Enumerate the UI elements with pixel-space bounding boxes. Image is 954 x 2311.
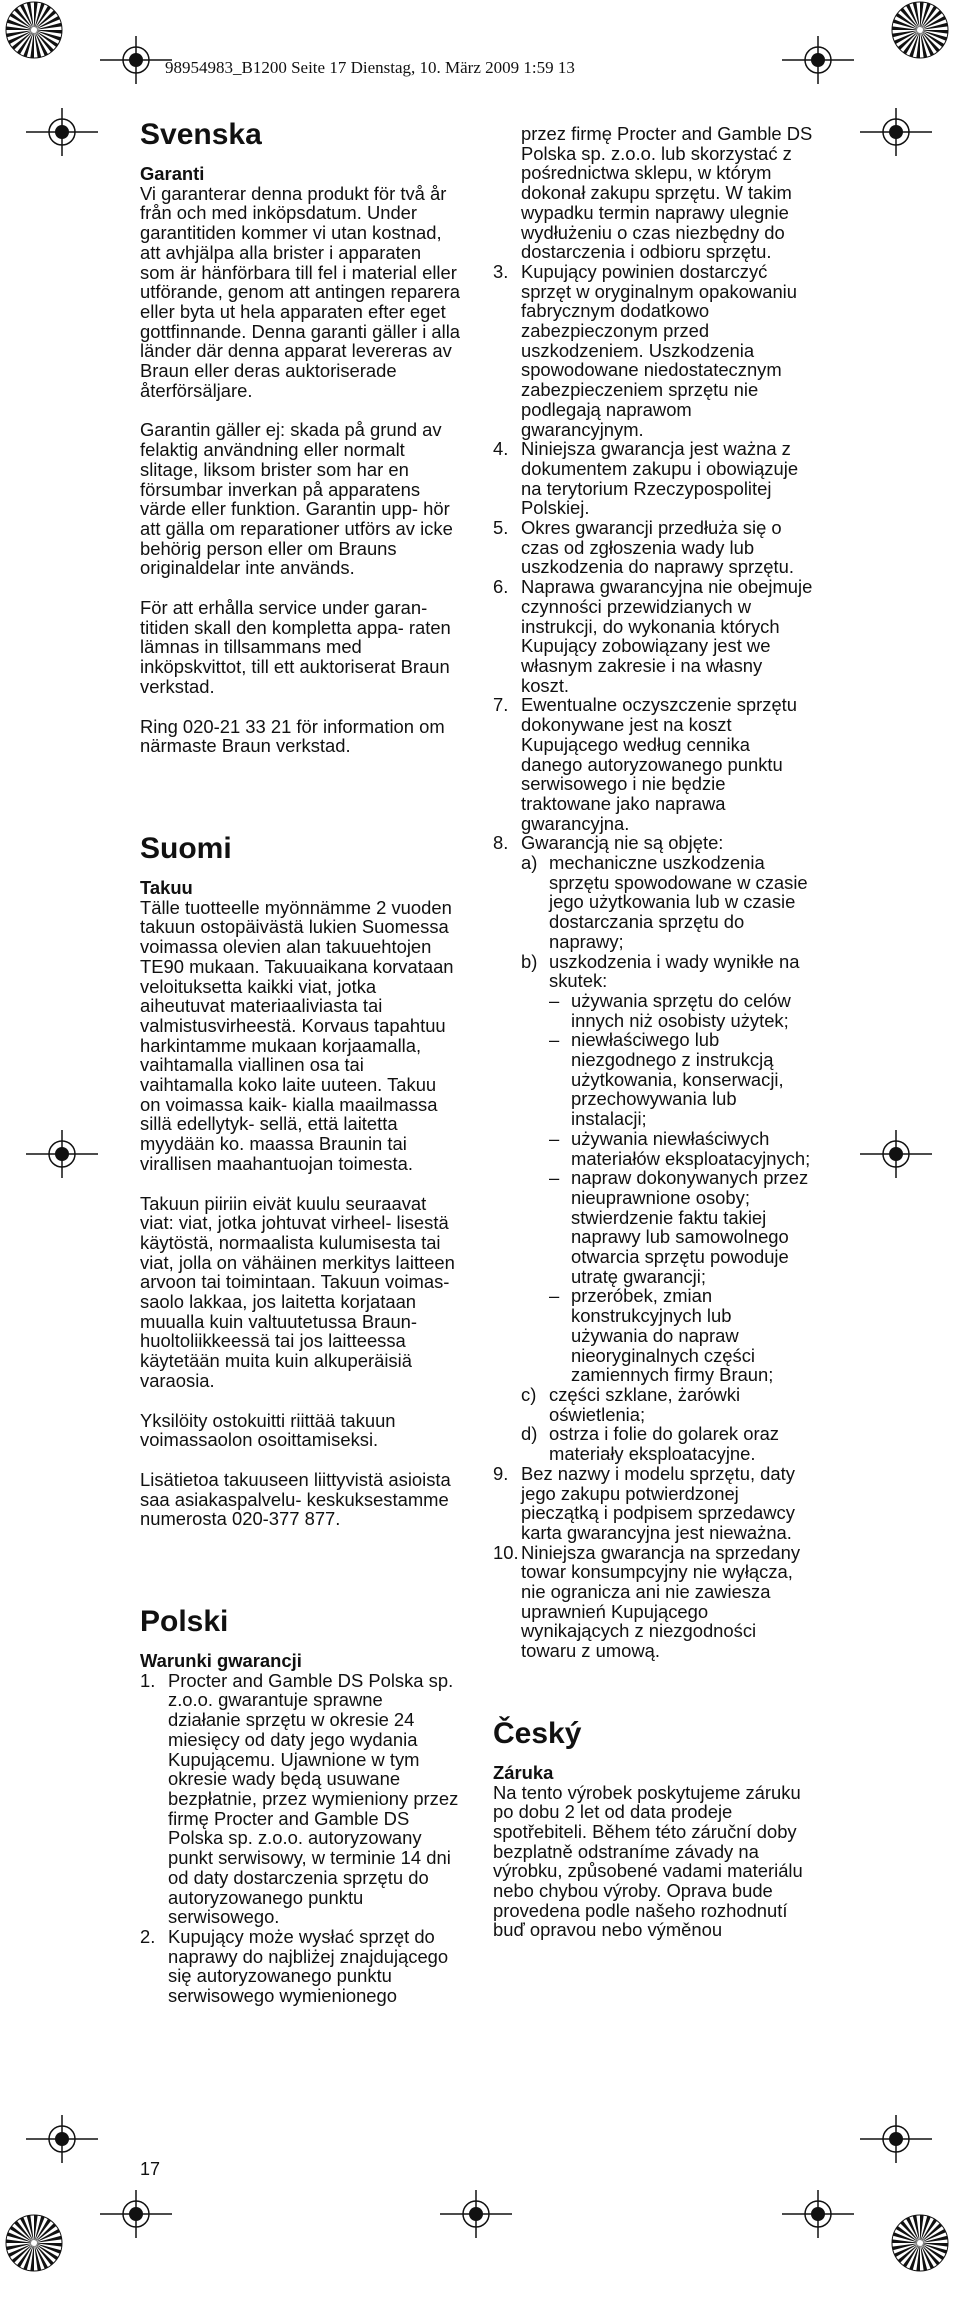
list-item [493, 1464, 813, 1543]
list-text: Niniejsza gwarancja jest ważna z dokumentem zakupu i obowiązuje na terytorium Rzeczypospolitej Polskiej. [521, 438, 799, 519]
sub-item-text: uszkodzenia i wady wynikłe na skutek: [549, 950, 800, 992]
registration-mark-bottom-left [100, 2190, 172, 2238]
list-item [493, 695, 813, 833]
section-subtitle: Takuu [140, 876, 193, 898]
list-text: Naprawa gwarancyjna nie obejmuje czynności przewidzianych w instrukcji, do wykonania których Kupujący zobowiązany jest we własnym zakresie i na własny koszt. [521, 576, 813, 696]
dash-item [549, 991, 813, 1030]
dash-item [549, 1168, 813, 1286]
section-svenska [140, 118, 460, 756]
page-number: 17 [140, 2159, 161, 2179]
sub-item-text: ostrza i folie do golarek oraz materiały eksploatacyjne. [549, 1423, 779, 1465]
sub-item-letter: a) [521, 852, 538, 874]
list-item [493, 1543, 813, 1661]
list-item [493, 833, 813, 1464]
sub-item [521, 853, 813, 952]
starburst-mark-top-left [4, 0, 64, 60]
dash-item-text: niewłaściwego lub niezgodnego z instrukcją użytkowania, konserwacji, przechowywania lub instalacji; [571, 1029, 784, 1130]
paragraph: Yksilöity ostokuitti riittää takuun voimassaolon osoittamiseksi. [140, 1409, 396, 1451]
section-subtitle: Záruka [493, 1761, 554, 1783]
list-text: Gwarancją nie są objęte: [521, 832, 724, 854]
list-text: Okres gwarancji przedłuża się o czas od zgłoszenia wady lub uszkodzenia do naprawy sprzętu. [521, 517, 794, 578]
section-subtitle: Warunki gwarancji [140, 1650, 302, 1672]
sub-item-text: części szklane, żarówki oświetlenia; [549, 1384, 741, 1425]
dash-item-text: używania sprzętu do celów innych niż osobisty użytek; [571, 989, 791, 1031]
registration-mark-top-left [100, 36, 172, 84]
sub-item-letter: b) [521, 950, 538, 972]
list-text: przez firmę Procter and Gamble DS Polska sp. z.o.o. lub skorzystać z pośrednictwa sklepu, w którym dokonał zakupu sprzętu. W takim wypadku termin naprawy ulegnie wydłużeniu o czas niezbędny do dostarczenia i odbioru sprzętu. [521, 123, 813, 263]
paragraph: Vi garanterar denna produkt för två år från och med inköpsdatum. Under garantitiden kommer vi utan kostnad, att avhjälpa alla brister i apparaten som är hänförbara till fel i material eller utförande, genom att antingen reparera eller byta ut hela apparaten efter eget gottfinnande. Denna garanti gäller i alla länder där denna apparat levereras av Braun eller deras auktoriserade återförsäljare. [140, 182, 461, 401]
section-polski [140, 1605, 460, 2006]
sub-item [521, 952, 813, 1385]
starburst-mark-top-right [890, 0, 950, 60]
list-text: Ewentualne oczyszczenie sprzętu dokonywane jest na koszt Kupującego według cennika danego autoryzowanego punktu serwisowego i nie będzie traktowane jako naprawa gwarancyjna. [521, 694, 798, 834]
paragraph: Na tento výrobek poskytujeme záruku po dobu 2 let od data prodeje spotřebiteli. Během této záruční doby bezplatně odstraníme závady na výrobku, způsobené vadami materiálu nebo chybou výroby. Oprava bude provedena podle našeho rozhodnutí buď opravou nebo výměnou [493, 1781, 803, 1941]
list-number: 6. [493, 576, 509, 598]
sub-item-letter: d) [521, 1423, 538, 1445]
registration-mark-left-upper [26, 108, 98, 156]
sub-item-text: mechaniczne uszkodzenia sprzętu spowodowane w czasie jego użytkowania lub w czasie dostarczania sprzętu do naprawy; [549, 852, 808, 952]
list-number: 4. [493, 438, 509, 460]
paragraph: Ring 020-21 33 21 för information om närmaste Braun verkstad. [140, 715, 445, 757]
list-item-continued [493, 124, 813, 262]
starburst-mark-bottom-left [4, 2213, 64, 2273]
registration-mark-bottom-right [782, 2190, 854, 2238]
dash-item [549, 1030, 813, 1129]
list-text: Kupujący powinien dostarczyć sprzęt w oryginalnym opakowaniu fabrycznym dodatkowo zabezpieczonym przed uszkodzeniem. Uszkodzenia spowodowane niedostatecznym zabezpieczeniem sprzętu nie podlegają naprawom gwarancyjnym. [521, 260, 797, 440]
list-item [493, 262, 813, 439]
warranty-list-part-1 [140, 1671, 460, 2006]
registration-mark-left-lower [26, 2115, 98, 2163]
list-number: 7. [493, 694, 509, 716]
list-item [140, 1927, 460, 2006]
list-number: 9. [493, 1462, 509, 1484]
list-number: 3. [493, 260, 509, 282]
paragraph: Takuun piiriin eivät kuulu seuraavat viat: viat, jotka johtuvat virheel- lisestä käytöstä, normaalista kulumisesta tai viat, jolla on vähäinen merkitys laitteen arvoon tai toimintaan. Takuun voimas- saolo lakkaa, jos laitetta korjataan muualla kuin valtuutetussa Braun- huoltoliikkeessä tai jos laitteessa käytetään muita kuin alkuperäisiä varaosia. [140, 1192, 455, 1391]
dash-item [549, 1129, 813, 1168]
registration-mark-left-middle [26, 1130, 98, 1178]
dash-bullet: – [549, 1127, 560, 1149]
list-number: 1. [140, 1669, 156, 1691]
dash-item-text: napraw dokonywanych przez nieuprawnione osoby; stwierdzenie faktu takiej naprawy lub samowolnego otwarcia sprzętu powoduje utratę gwarancji; [571, 1167, 809, 1287]
list-number: 2. [140, 1925, 156, 1947]
warranty-list-part-2 [493, 124, 813, 1661]
section-title: Suomi [140, 831, 232, 865]
list-number: 8. [493, 832, 509, 854]
list-number: 5. [493, 517, 509, 539]
sub-item [521, 1424, 813, 1463]
dash-item [549, 1286, 813, 1385]
section-subtitle: Garanti [140, 163, 205, 184]
list-number: 10. [493, 1541, 519, 1563]
paragraph: Garantin gäller ej: skada på grund av felaktig användning eller normalt slitage, liksom brister som har en försumbar inverkan på apparatens värde eller funktion. Garantin upp- hör att gälla om reparationer utförs av icke behörig person eller om Brauns originaldelar inte används. [140, 419, 453, 579]
section-title: Svenska [140, 118, 262, 151]
list-text: Bez nazwy i modelu sprzętu, daty jego zakupu potwierdzonej pieczątką i podpisem sprzedawcy karta gwarancyjna jest nieważna. [521, 1462, 795, 1543]
dash-bullet: – [549, 1167, 560, 1189]
dash-bullet: – [549, 989, 560, 1011]
right-column [493, 124, 813, 1960]
dash-item-text: przeróbek, zmian konstrukcyjnych lub używania do napraw nieoryginalnych części zamiennych firmy Braun; [571, 1285, 774, 1386]
registration-mark-top-right [782, 36, 854, 84]
section-cesky [493, 1717, 813, 1940]
sub-item-letter: c) [521, 1384, 537, 1405]
starburst-mark-bottom-right [890, 2213, 950, 2273]
section-title: Český [493, 1716, 582, 1750]
list-item [493, 518, 813, 577]
registration-mark-right-upper [860, 108, 932, 156]
list-item [493, 439, 813, 518]
dash-bullet: – [549, 1029, 560, 1051]
paragraph: För att erhålla service under garan- titiden skall den kompletta appa- raten lämnas in tillsammans med inköpskvittot, till ett auktoriserat Braun verkstad. [140, 597, 451, 697]
registration-mark-bottom-center [440, 2190, 512, 2238]
registration-mark-right-middle [860, 1130, 932, 1178]
dash-bullet: – [549, 1285, 560, 1307]
sub-item [521, 1385, 813, 1424]
list-text: Procter and Gamble DS Polska sp. z.o.o. gwarantuje sprawne działanie sprzętu w okresie 24 miesięcy od daty jego wydania Kupującemu. Ujawnione w tym okresie wady będą usuwane bezpłatnie, przez wymieniony przez firmę Procter and Gamble DS Polska sp. z.o.o. autoryzowany punkt serwisowy, w terminie 14 dni od daty dostarczenia sprzętu do autoryzowanego punktu serwisowego. [168, 1669, 459, 1928]
registration-mark-right-lower [860, 2115, 932, 2163]
section-suomi [140, 832, 460, 1529]
list-item [140, 1671, 460, 1927]
section-title: Polski [140, 1605, 229, 1639]
paragraph: Tälle tuotteelle myönnämme 2 vuoden takuun ostopäivästä lukien Suomessa voimassa olevien alan takuuehtojen TE90 mukaan. Takuuaikana korvataan veloituksetta kaikki viat, jotka aiheutuvat materiaaliviasta tai valmistusvirheestä. Korvaus tapahtuu harkintamme mukaan korjaamalla, vaihtamalla viallinen osa tai vaihtamalla koko laite uuteen. Takuu on voimassa kaik- kialla maailmassa sillä edellytyk- sellä, että laitetta myydään ko. maassa Braunin tai virallisen maahantuojan toimesta. [140, 896, 454, 1174]
dash-item-text: używania niewłaściwych materiałów eksploatacyjnych; [571, 1127, 811, 1169]
left-column [140, 118, 460, 2006]
list-text: Kupujący może wysłać sprzęt do naprawy do najbliżej znajdującego się autoryzowanego punktu serwisowego wymienionego [168, 1925, 449, 2007]
print-header: 98954983_B1200 Seite 17 Dienstag, 10. März 2009 1:59 13 [165, 58, 575, 77]
list-text: Niniejsza gwarancja na sprzedany towar konsumpcyjny nie wyłącza, nie ogranicza ani nie zawiesza uprawnień Kupującego wynikających z niezgodności towaru z umową. [521, 1541, 801, 1662]
paragraph: Lisätietoa takuuseen liittyvistä asioista saa asiakaspalvelu- keskuksestamme numerosta 020-377 877. [140, 1468, 451, 1530]
list-item [493, 577, 813, 695]
